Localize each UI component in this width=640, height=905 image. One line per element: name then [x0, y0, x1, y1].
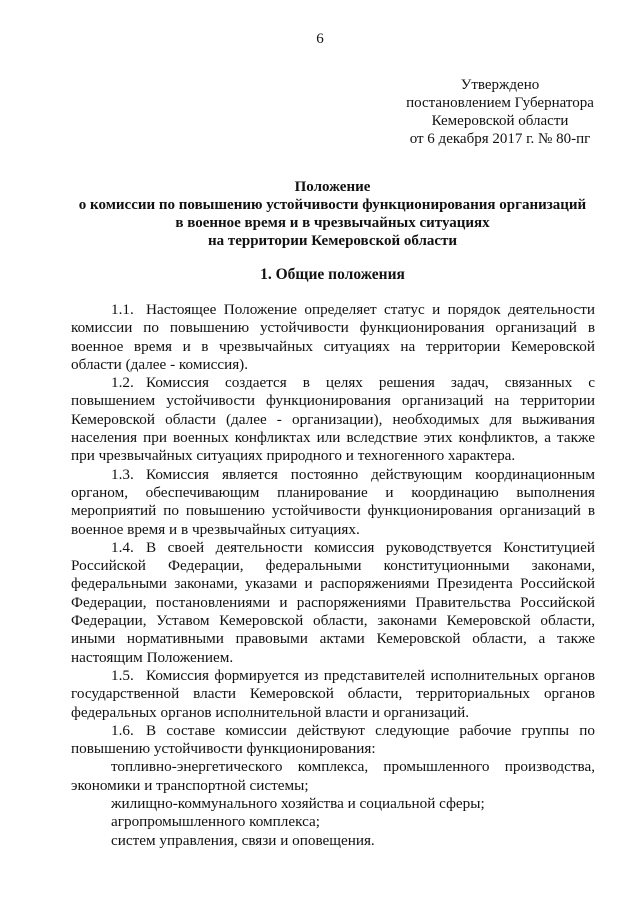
- paragraph-1-3: [71, 466, 595, 539]
- document-body: [71, 301, 595, 850]
- paragraph-number: 1.1.: [111, 301, 134, 318]
- working-group-item: агропромышленного комплекса;: [111, 813, 320, 831]
- approval-line: от 6 декабря 2017 г. № 80-пг: [409, 131, 591, 147]
- paragraph-text: Комиссия создается в целях решения задач, связанных с повышением устойчивости функционирования организаций на территории Кемеровской области (далее - организации), необходимых для выживания населения при военных конфликтах или вследствие этих конфликтов, а также при чрезвычайных ситуациях природного и техногенного характера.: [71, 374, 595, 465]
- paragraph-number: 1.3.: [111, 465, 134, 483]
- paragraph-text: В своей деятельности комиссия руководствуется Конституцией Российской Федерации, федеральными конституционными законами, федеральными законами, указами и распоряжениями Президента Российской Федерации, постановлениями и распоряжениями Правительства Российской Федерации, Уставом Кемеровской области, законами Кемеровской области, иными нормативными правовыми актами Кемеровской области, а также настоящим Положением.: [71, 538, 595, 666]
- paragraph-number: 1.5.: [111, 666, 134, 684]
- title-line: Положение: [294, 179, 371, 195]
- title-line: о комиссии по повышению устойчивости функционирования организаций: [78, 197, 587, 213]
- paragraph-number: 1.6.: [111, 721, 134, 739]
- section-title: 1. Общие положения: [260, 266, 405, 283]
- title-line: на территории Кемеровской области: [207, 233, 458, 249]
- approval-line: постановлением Губернатора: [406, 95, 594, 111]
- working-group-item: систем управления, связи и оповещения.: [111, 831, 375, 849]
- paragraph-1-1: [71, 301, 595, 374]
- approval-stamp: [390, 76, 610, 148]
- paragraph-1-4: [71, 539, 595, 667]
- title-line: в военное время и в чрезвычайных ситуациях: [175, 215, 490, 231]
- paragraph-1-6: [71, 722, 595, 759]
- paragraph-number: 1.2.: [111, 374, 134, 392]
- paragraph-number: 1.4.: [111, 538, 134, 556]
- paragraph-text: В составе комиссии действуют следующие рабочие группы по повышению устойчивости функционирования:: [71, 721, 595, 758]
- approval-line: Утверждено: [460, 77, 540, 93]
- paragraph-1-5: [71, 667, 595, 722]
- document-title: [40, 178, 625, 250]
- working-group-item: жилищно-коммунального хозяйства и социальной сферы;: [111, 795, 485, 813]
- paragraph-text: Комиссия является постоянно действующим координационным органом, обеспечивающим планирование и координацию выполнения мероприятий по повышению устойчивости функционирования организаций в военное время и в чрезвычайных ситуациях.: [71, 465, 595, 538]
- paragraph-text: Настоящее Положение определяет статус и порядок деятельности комиссии по повышению устойчивости функционирования организаций в военное время и в чрезвычайных ситуациях на территории Кемеровской области (далее - комиссия).: [71, 301, 595, 373]
- working-group-item: топливно-энергетического комплекса, промышленного производства, экономики и транспортной системы;: [71, 758, 595, 794]
- approval-line: Кемеровской области: [431, 113, 569, 129]
- paragraph-text: Комиссия формируется из представителей исполнительных органов государственной власти Кемеровской области, территориальных органов федеральных органов исполнительной власти и организаций.: [71, 666, 595, 721]
- page-number: 6: [316, 31, 324, 47]
- paragraph-1-2: [71, 374, 595, 465]
